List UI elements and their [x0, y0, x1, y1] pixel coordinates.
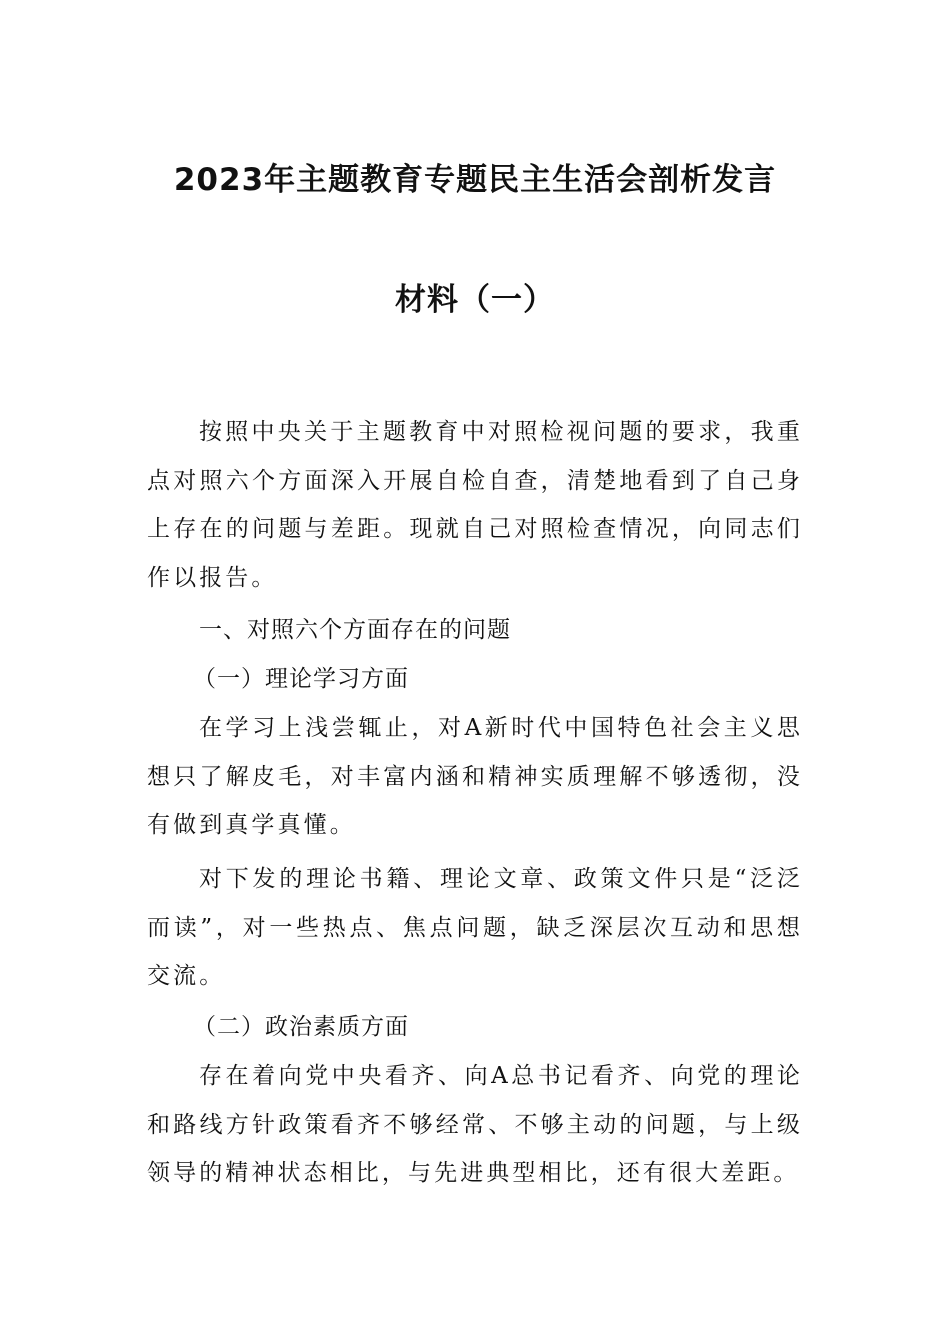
intro-paragraph: 按照中央关于主题教育中对照检视问题的要求，我重点对照六个方面深入开展自检自查，清楚地看到了自己身上存在的问题与差距。现就自己对照检查情况，向同志们作以报告。 — [147, 419, 803, 591]
section-heading-problems: 一、对照六个方面存在的问题 — [199, 617, 511, 643]
political-quality-paragraph-1: 存在着向党中央看齐、向A总书记看齐、向党的理论和路线方针政策看齐不够经常、不够主动的问题，与上级领导的精神状态相比，与先进典型相比，还有很大差距。 — [147, 1063, 803, 1186]
subsection-heading-theory-study: （一）理论学习方面 — [193, 666, 409, 692]
theory-study-paragraph-1: 在学习上浅尝辄止，对A新时代中国特色社会主义思想只了解皮毛，对丰富内涵和精神实质理解不够透彻，没有做到真学真懂。 — [147, 715, 803, 838]
subsection-heading-political-quality: （二）政治素质方面 — [193, 1014, 409, 1040]
document-title-line-1: 2023年主题教育专题民主生活会剖析发言 — [173, 162, 777, 198]
document-title-line-2: 材料（一） — [395, 282, 555, 318]
theory-study-paragraph-2: 对下发的理论书籍、理论文章、政策文件只是“泛泛而读”，对一些热点、焦点问题，缺乏深层次互动和思想交流。 — [147, 866, 803, 989]
